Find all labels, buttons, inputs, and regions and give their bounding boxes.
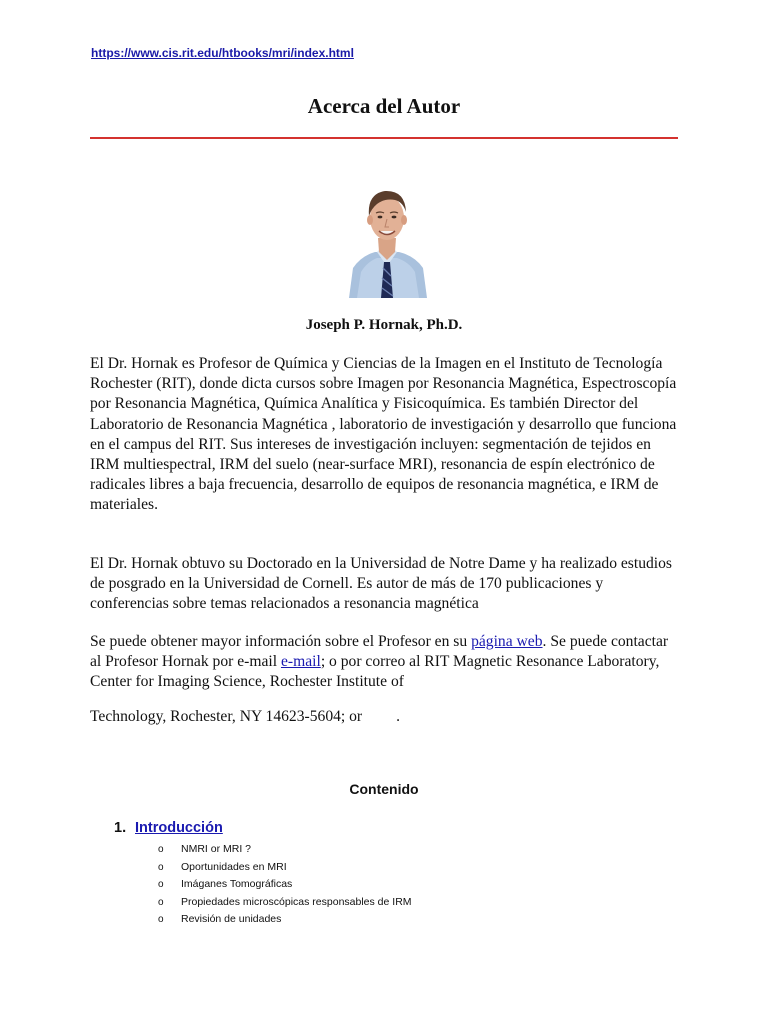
bio-paragraph-2: El Dr. Hornak obtuvo su Doctorado en la Universidad de Notre Dame y ha realizado estudios de posgrado en la Universidad de Cornell. Es autor de más de 170 publicaciones y conferencias sobre temas relacionados a resonancia magnética	[90, 555, 673, 613]
toc-subitem-label: Oportunidades en MRI	[181, 860, 287, 873]
email-link[interactable]: e-mail	[280, 653, 321, 671]
toc-subitem	[158, 859, 412, 877]
address-paragraph	[90, 707, 680, 727]
toc-subitem-label: NMRI or MRI ?	[181, 843, 252, 855]
toc-subitem	[158, 841, 412, 859]
contact-paragraph	[90, 632, 680, 693]
toc-subitem-label: Revisión de unidades	[181, 913, 282, 926]
bullet-icon: o	[158, 844, 164, 855]
bullet-icon: o	[158, 861, 164, 873]
toc-subitem	[158, 876, 412, 894]
contact-text-1: Se puede obtener mayor información sobre el Profesor en su	[90, 633, 472, 650]
contact-text-2: . Se puede contactar al Profesor Hornak por e-mail	[90, 633, 669, 671]
toc-item-number: 1.	[114, 820, 127, 836]
page-title: Acerca del Autor	[307, 94, 461, 118]
bullet-icon: o	[158, 879, 164, 891]
toc-subitem-label: Propiedades microscópicas responsables de IRM	[181, 895, 412, 908]
address-text: Technology, Rochester, NY 14623-5604; or	[90, 708, 363, 725]
bio-paragraph-1: El Dr. Hornak es Profesor de Química y Ciencias de la Imagen en el Instituto de Tecnología Rochester (RIT), donde dicta cursos sobre Imagen por Resonancia Magnética, Espectroscopía por Resonancia Magnética, Química Analítica y Fisicoquímica. Es también Director del Laboratorio de Resonancia Magnética , laboratorio de investigación y desarrollo que funciona en el campus del RIT. Sus intereses de investigación incluyen: segmentación de tejidos en IRM multiespectral, IRM del suelo (near-surface MRI), resonancia de espín electrónico de radicales libres a baja frecuencia, desarrollo de equipos de resonancia magnética, e IRM de materiales.	[90, 355, 677, 514]
toc-subitem-label: Imáganes Tomográficas	[181, 878, 293, 891]
bullet-icon: o	[158, 896, 164, 908]
toc-subitem	[158, 894, 412, 912]
toc-link-introduccion[interactable]: Introducción	[135, 820, 223, 836]
source-url-link[interactable]: https://www.cis.rit.edu/htbooks/mri/index.html	[91, 46, 354, 60]
address-end: .	[396, 708, 401, 725]
contact-text-3: ; o por correo al RIT Magnetic Resonance Laboratory, Center for Imaging Science, Rochester Institute of	[90, 653, 660, 691]
author-name: Joseph P. Hornak, Ph.D.	[305, 317, 463, 333]
toc-subitem	[158, 911, 412, 929]
toc-item-introduccion[interactable]	[114, 820, 223, 836]
contents-heading: Contenido	[349, 781, 419, 797]
bullet-icon: o	[158, 914, 164, 926]
web-page-link[interactable]: página web	[471, 633, 543, 650]
author-portrait-photo	[347, 176, 427, 298]
title-divider	[90, 137, 678, 139]
toc-sublist	[158, 841, 412, 929]
